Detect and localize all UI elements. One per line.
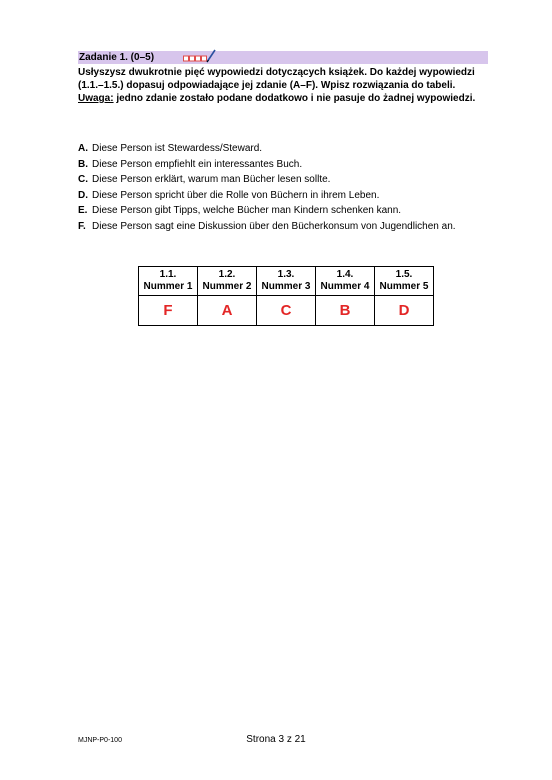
option-letter: B. bbox=[78, 158, 88, 170]
option-b bbox=[78, 157, 498, 173]
option-letter: C. bbox=[78, 174, 88, 186]
task-header-bar bbox=[78, 51, 488, 64]
option-text: Diese Person ist Stewardess/Steward. bbox=[92, 143, 263, 154]
option-letter: A. bbox=[78, 143, 88, 154]
column-header-1 bbox=[139, 267, 198, 296]
headphones-audio-icon bbox=[183, 49, 217, 65]
task-title: Zadanie 1. (0–5) bbox=[79, 52, 155, 63]
column-label: Nummer 2 bbox=[202, 281, 252, 292]
option-a bbox=[78, 141, 498, 157]
answer-cell-3[interactable]: C bbox=[257, 296, 316, 326]
instructions-line-1: Usłyszysz dwukrotnie pięć wypowiedzi dotyczących książek. Do każdej wypowiedzi bbox=[78, 67, 475, 78]
option-text: Diese Person erklärt, warum man Bücher lesen sollte. bbox=[92, 174, 331, 186]
answer-cell-1[interactable]: F bbox=[139, 296, 198, 326]
page-number: Strona 3 z 21 bbox=[246, 734, 306, 745]
column-label: Nummer 5 bbox=[379, 281, 429, 292]
option-letter: D. bbox=[78, 189, 88, 201]
option-text: Diese Person empfiehlt ein interessantes Buch. bbox=[92, 158, 303, 170]
answer-table-answer-row bbox=[139, 296, 434, 326]
answer-table-header-row bbox=[139, 267, 434, 296]
option-text: Diese Person sagt eine Diskussion über den Bücherkonsum von Jugendlichen an. bbox=[92, 220, 456, 232]
option-letter: E. bbox=[78, 205, 88, 217]
column-label: Nummer 3 bbox=[261, 281, 311, 292]
option-f bbox=[78, 219, 498, 235]
instructions-line-2: (1.1.–1.5.) dopasuj odpowiadające jej zdanie (A–F). Wpisz rozwiązania do tabeli. bbox=[78, 80, 456, 91]
option-c bbox=[78, 172, 498, 188]
option-letter: F. bbox=[78, 220, 86, 232]
note-label: Uwaga: bbox=[78, 93, 114, 104]
column-header-5 bbox=[375, 267, 434, 296]
column-number: 1.5. bbox=[395, 269, 413, 280]
option-e bbox=[78, 203, 498, 219]
exam-code: MJNP-P0-100 bbox=[78, 737, 122, 744]
column-header-4 bbox=[316, 267, 375, 296]
option-text: Diese Person spricht über die Rolle von Büchern in ihrem Leben. bbox=[92, 189, 380, 201]
option-d bbox=[78, 188, 498, 204]
instructions-note bbox=[78, 92, 490, 105]
answer-cell-5[interactable]: D bbox=[375, 296, 434, 326]
answer-options-list bbox=[78, 141, 498, 235]
column-number: 1.1. bbox=[159, 269, 177, 280]
column-header-2 bbox=[198, 267, 257, 296]
answer-cell-2[interactable]: A bbox=[198, 296, 257, 326]
column-label: Nummer 4 bbox=[320, 281, 370, 292]
column-label: Nummer 1 bbox=[143, 281, 193, 292]
answer-table bbox=[138, 266, 434, 326]
note-text: jedno zdanie zostało podane dodatkowo i nie pasuje do żadnej wypowiedzi. bbox=[113, 93, 476, 104]
column-number: 1.2. bbox=[218, 269, 236, 280]
answer-cell-4[interactable]: B bbox=[316, 296, 375, 326]
column-number: 1.3. bbox=[277, 269, 295, 280]
option-text: Diese Person gibt Tipps, welche Bücher man Kindern schenken kann. bbox=[92, 205, 402, 217]
column-header-3 bbox=[257, 267, 316, 296]
column-number: 1.4. bbox=[336, 269, 354, 280]
task-instructions bbox=[78, 66, 490, 105]
